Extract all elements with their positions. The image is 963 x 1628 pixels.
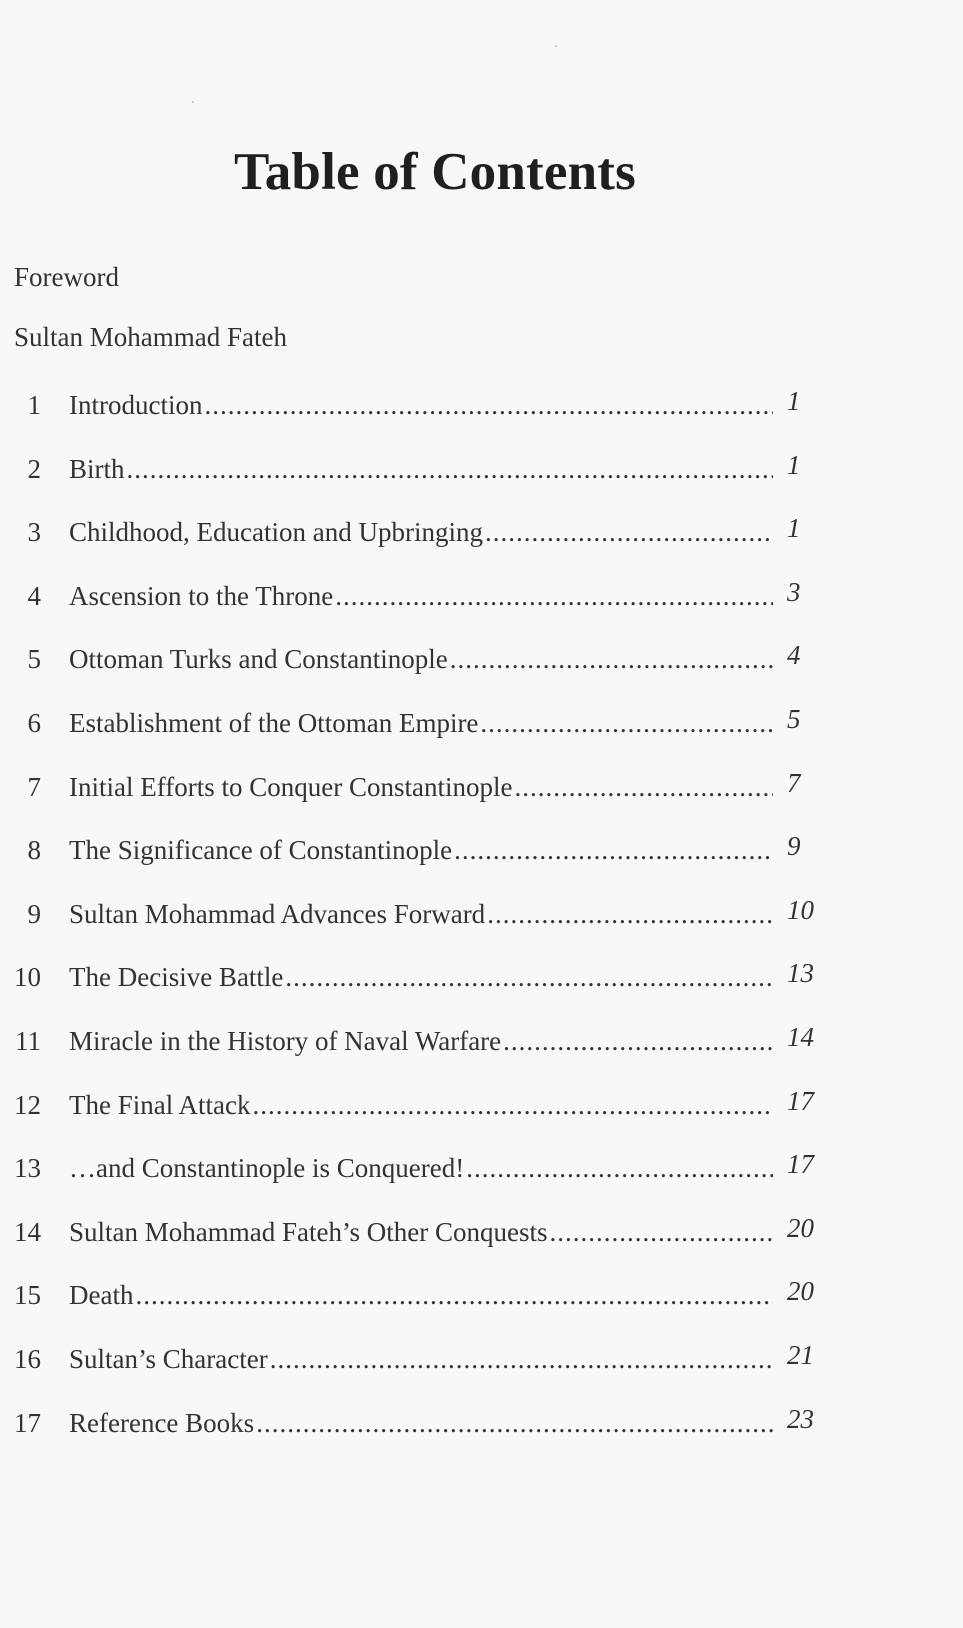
toc-entry[interactable] — [0, 1213, 963, 1257]
toc-entry-page-number: 1 — [787, 450, 801, 480]
toc-entry[interactable] — [0, 1149, 963, 1193]
toc-entry-title: …and Constantinople is Conquered! — [69, 1153, 465, 1183]
paper-speck — [192, 101, 194, 103]
toc-entry-line — [69, 708, 773, 739]
toc-entry-title: Ascension to the Throne — [69, 581, 334, 611]
toc-entry-title: Introduction — [69, 390, 203, 420]
dot-leader — [450, 644, 773, 675]
toc-entry-number: 1 — [27, 390, 41, 420]
toc-entry[interactable] — [0, 513, 963, 557]
toc-entry[interactable] — [0, 831, 963, 875]
dot-leader — [485, 517, 773, 548]
dot-leader — [487, 899, 773, 930]
toc-entry-page-number: 1 — [787, 386, 801, 416]
toc-entry-line — [69, 962, 773, 993]
toc-entry-number: 17 — [14, 1408, 41, 1438]
toc-entry-line — [69, 644, 773, 675]
toc-entry-page-number: 7 — [787, 768, 801, 798]
dot-leader — [549, 1217, 773, 1248]
toc-entry-title: Initial Efforts to Conquer Constantinople — [69, 772, 513, 802]
toc-entry-line — [69, 1026, 773, 1057]
toc-entry-page-number: 20 — [787, 1276, 814, 1306]
toc-entry-number: 10 — [14, 962, 41, 992]
toc-entry-line — [69, 1408, 773, 1439]
toc-entry-page-number: 9 — [787, 831, 801, 861]
toc-entry[interactable] — [0, 1404, 963, 1448]
toc-entry-number: 13 — [14, 1153, 41, 1183]
toc-entry[interactable] — [0, 1340, 963, 1384]
toc-entry-number: 16 — [14, 1344, 41, 1374]
toc-entry-title: The Decisive Battle — [69, 962, 284, 992]
dot-leader — [466, 1153, 773, 1184]
toc-entry-line — [69, 899, 773, 930]
toc-entry-page-number: 14 — [787, 1022, 814, 1052]
dot-leader — [285, 962, 773, 993]
toc-entry-number: 2 — [27, 454, 41, 484]
dot-leader — [204, 390, 773, 421]
toc-entry-line — [69, 772, 773, 803]
front-matter-biography: Sultan Mohammad Fateh — [14, 322, 287, 352]
toc-entry-title: Birth — [69, 454, 125, 484]
toc-entry-page-number: 13 — [787, 958, 814, 988]
toc-entry-title: The Final Attack — [69, 1090, 251, 1120]
toc-entry-title: Miracle in the History of Naval Warfare — [69, 1026, 502, 1056]
toc-entry[interactable] — [0, 1022, 963, 1066]
toc-entry-number: 11 — [15, 1026, 41, 1056]
toc-entry-page-number: 17 — [787, 1086, 814, 1116]
toc-entry-page-number: 5 — [787, 704, 801, 734]
toc-entry-line — [69, 1090, 773, 1121]
dot-leader — [270, 1344, 773, 1375]
toc-entry-number: 6 — [27, 708, 41, 738]
toc-entry-number: 4 — [27, 581, 41, 611]
toc-entry-number: 12 — [14, 1090, 41, 1120]
toc-entry-line — [69, 454, 773, 485]
toc-entry[interactable] — [0, 704, 963, 748]
front-matter-foreword: Foreword — [14, 262, 119, 292]
toc-entry-line — [69, 1344, 773, 1375]
dot-leader — [335, 581, 773, 612]
toc-entry[interactable] — [0, 958, 963, 1002]
toc-entry-number: 3 — [27, 517, 41, 547]
toc-entry-title: Childhood, Education and Upbringing — [69, 517, 483, 547]
toc-entry-title: Ottoman Turks and Constantinople — [69, 644, 448, 674]
toc-entry-number: 15 — [14, 1280, 41, 1310]
toc-entry-title: Sultan Mohammad Advances Forward — [69, 899, 486, 929]
page-title: Table of Contents — [234, 143, 636, 201]
toc-entry-line — [69, 1217, 773, 1248]
toc-entry-page-number: 23 — [787, 1404, 814, 1434]
dot-leader — [135, 1280, 773, 1311]
toc-entry-line — [69, 517, 773, 548]
toc-entry-title: Sultan’s Character — [69, 1344, 268, 1374]
toc-entry-line — [69, 581, 773, 612]
dot-leader — [252, 1090, 773, 1121]
toc-entry-number: 7 — [27, 772, 41, 802]
toc-entry-page-number: 20 — [787, 1213, 814, 1243]
toc-entry[interactable] — [0, 640, 963, 684]
toc-entry-page-number: 10 — [787, 895, 814, 925]
toc-entry-line — [69, 1280, 773, 1311]
toc-entry-number: 8 — [27, 835, 41, 865]
toc-entry-page-number: 21 — [787, 1340, 814, 1370]
toc-entry[interactable] — [0, 450, 963, 494]
toc-entry-number: 14 — [14, 1217, 41, 1247]
toc-entry-number: 9 — [27, 899, 41, 929]
dot-leader — [480, 708, 773, 739]
dot-leader — [514, 772, 773, 803]
dot-leader — [503, 1026, 773, 1057]
toc-entry[interactable] — [0, 1276, 963, 1320]
toc-entry[interactable] — [0, 386, 963, 430]
toc-entry-line — [69, 390, 773, 421]
toc-entry[interactable] — [0, 1086, 963, 1130]
toc-entry[interactable] — [0, 895, 963, 939]
toc-entry-page-number: 3 — [787, 577, 801, 607]
toc-entry[interactable] — [0, 768, 963, 812]
toc-entry-title: Reference Books — [69, 1408, 255, 1438]
toc-entry[interactable] — [0, 577, 963, 621]
dot-leader — [127, 454, 773, 485]
toc-entry-title: Establishment of the Ottoman Empire — [69, 708, 479, 738]
toc-entry-number: 5 — [27, 644, 41, 674]
toc-entry-page-number: 4 — [787, 640, 801, 670]
toc-entry-title: Death — [69, 1280, 134, 1310]
dot-leader — [454, 835, 773, 866]
toc-entry-page-number: 1 — [787, 513, 801, 543]
toc-entry-line — [69, 1153, 773, 1184]
toc-entry-page-number: 17 — [787, 1149, 814, 1179]
paper-speck — [555, 45, 557, 47]
toc-entry-title: The Significance of Constantinople — [69, 835, 453, 865]
toc-entry-title: Sultan Mohammad Fateh’s Other Conquests — [69, 1217, 548, 1247]
dot-leader — [256, 1408, 773, 1439]
toc-entry-line — [69, 835, 773, 866]
